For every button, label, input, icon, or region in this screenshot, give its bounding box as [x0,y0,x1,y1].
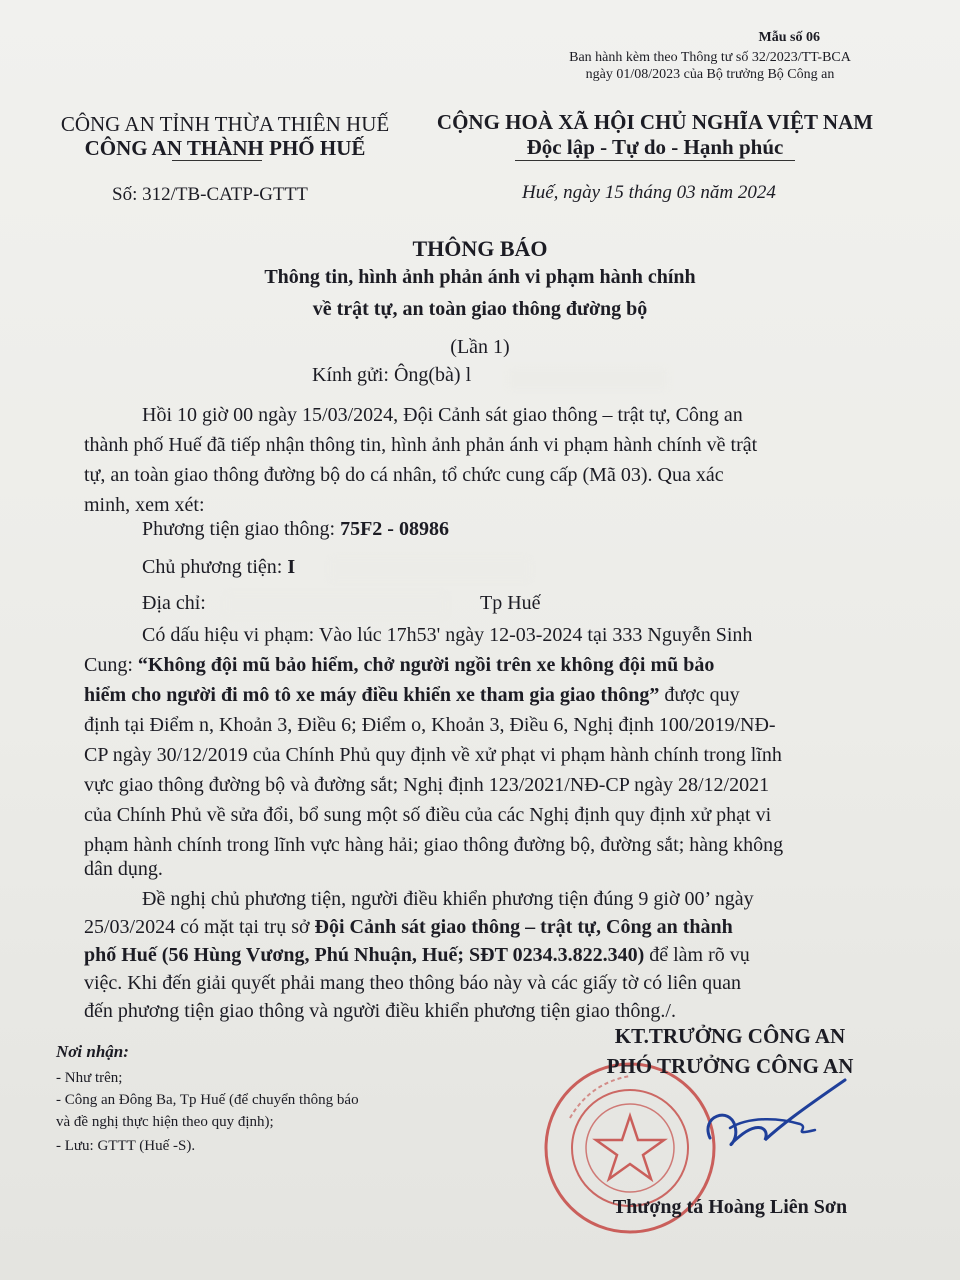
recipient-label: Kính gửi: Ông(bà) [312,364,461,386]
recipient-value: l [465,364,472,386]
document-title: THÔNG BÁO [412,236,548,261]
request-line [84,944,750,967]
vehicle-plate: 75F2 - 08986 [340,518,449,540]
request-text: để làm rõ vụ [644,944,750,966]
request-line [84,916,733,939]
vehicle-label: Phương tiện giao thông: [142,518,336,540]
redaction-blur [508,368,668,390]
form-number: Mẫu số 06 [758,30,820,45]
request-line: đến phương tiện giao thông và người điều khiển phương tiện giao thông./. [84,1000,676,1022]
owner-label: Chủ phương tiện: [142,556,283,578]
address-value: Tp Huế [480,592,541,614]
redaction-blur [330,558,530,580]
violation-description: “Không đội mũ bảo hiểm, chở người ngồi trên xe không đội mũ bảo [137,654,715,676]
violation-line: định tại Điểm n, Khoản 3, Điều 6; Điểm o, Khoản 3, Điều 6, Nghị định 100/2019/NĐ- [84,714,776,736]
issue-number: (Lần 1) [450,336,510,358]
recipients-item: - Như trên; [56,1070,123,1086]
request-line: Đề nghị chủ phương tiện, người điều khiển phương tiện đúng 9 giờ 00’ ngày [142,888,754,910]
signer-name: Thượng tá Hoàng Liên Sơn [612,1196,848,1218]
violation-line: vực giao thông đường bộ và đường sắt; Nghị định 123/2021/NĐ-CP ngày 28/12/2021 [84,774,770,796]
recipients-item: - Lưu: GTTT (Huế -S). [56,1138,196,1154]
violation-line: CP ngày 30/12/2019 của Chính Phủ quy định về xử phạt vi phạm hành chính trong lĩnh [84,744,782,766]
agency-underline [172,160,262,161]
form-issued-line-1: Ban hành kèm theo Thông tư số 32/2023/TT-BCA [569,50,851,65]
owner-value: I [287,556,296,578]
document-subtitle-2: về trật tự, an toàn giao thông đường bộ [312,298,648,320]
vehicle-line [142,518,449,541]
address-label: Địa chỉ: [142,592,206,614]
national-motto: Độc lập - Tự do - Hạnh phúc [526,135,784,159]
request-line: việc. Khi đến giải quyết phải mang theo thông báo này và các giấy tờ có liên quan [84,972,742,994]
signature-role-2: PHÓ TRƯỞNG CÔNG AN [606,1054,854,1078]
handwritten-signature [640,1066,870,1166]
country-name: CỘNG HOÀ XÃ HỘI CHỦ NGHĨA VIỆT NAM [436,110,874,134]
recipients-item: và đề nghị thực hiện theo quy định); [56,1114,274,1130]
document-number: Số: 312/TB-CATP-GTTT [112,184,308,205]
form-issued-line-2: ngày 01/08/2023 của Bộ trưởng Bộ Công an [585,67,835,82]
violation-description: hiểm cho người đi mô tô xe máy điều khiển xe tham gia giao thông” [84,684,660,706]
agency-parent: CÔNG AN TỈNH THỪA THIÊN HUẾ [60,112,390,136]
owner-line [142,556,295,579]
violation-line: phạm hành chính trong lĩnh vực hàng hải; giao thông đường bộ, đường sắt; hàng không [84,834,784,856]
document-date: Huế, ngày 15 tháng 03 năm 2024 [522,182,776,203]
violation-text: Cung: [84,654,138,676]
agency-name: CÔNG AN THÀNH PHỐ HUẾ [84,136,366,160]
intro-line: tự, an toàn giao thông đường bộ do cá nhân, tổ chức cung cấp (Mã 03). Qua xác [84,464,724,486]
violation-line: của Chính Phủ về sửa đổi, bổ sung một số điều của các Nghị định quy định xử phạt vi [84,804,772,826]
recipients-title: Nơi nhận: [56,1042,129,1061]
violation-line: dân dụng. [84,858,163,880]
recipient-line [312,364,471,387]
signature-role-1: KT.TRƯỞNG CÔNG AN [614,1024,846,1048]
intro-line: minh, xem xét: [84,494,205,516]
violation-line: Có dấu hiệu vi phạm: Vào lúc 17h53' ngày 12-03-2024 tại 333 Nguyễn Sinh [142,624,753,646]
redaction-blur [226,594,446,616]
request-text: 25/03/2024 có mặt tại trụ sở [84,916,315,938]
motto-underline [515,160,795,161]
office-name: Đội Cảnh sát giao thông – trật tự, Công an thành [314,916,733,938]
intro-line: Hồi 10 giờ 00 ngày 15/03/2024, Đội Cảnh sát giao thông – trật tự, Công an [142,404,743,426]
violation-line [84,654,714,677]
violation-text: được quy [659,684,740,706]
document-subtitle-1: Thông tin, hình ảnh phản ánh vi phạm hành chính [264,266,696,288]
violation-line [84,684,740,707]
intro-line: thành phố Huế đã tiếp nhận thông tin, hình ảnh phản ánh vi phạm hành chính về trật [84,434,758,456]
recipients-item: - Công an Đông Ba, Tp Huế (để chuyển thông báo [56,1092,359,1108]
office-address: phố Huế (56 Hùng Vương, Phú Nhuận, Huế; SĐT 0234.3.822.340) [84,944,645,966]
